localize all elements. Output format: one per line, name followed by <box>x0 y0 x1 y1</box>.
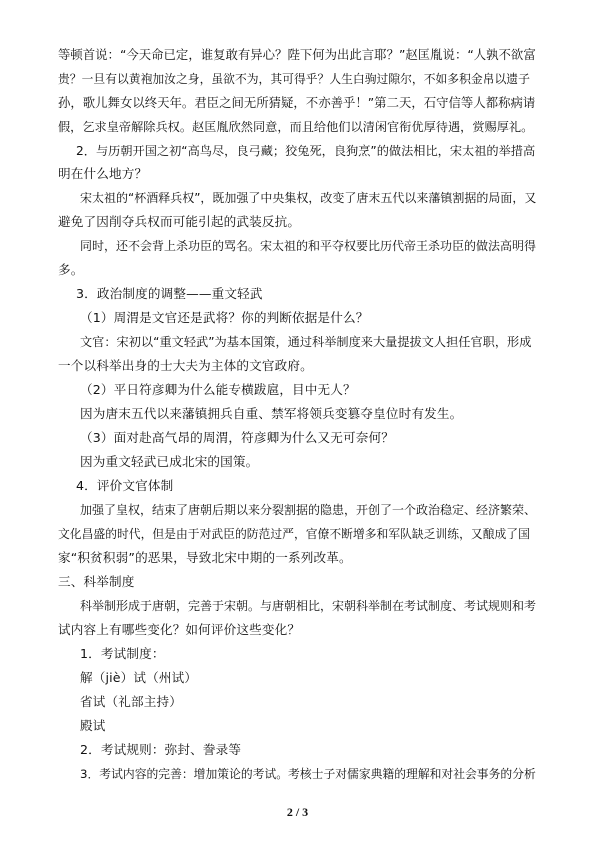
text-line: 家“积贫积弱”的恶果，导致北宋中期的一系列改革。 <box>58 550 352 565</box>
answer-line: 文官：宋初以“重文轻武”为基本国策，通过科举制度来大量提拔文人担任官职，形成 <box>80 335 532 349</box>
section-heading: 三、科举制度 <box>58 574 135 589</box>
text-line: 一个以科举出身的士大夫为主体的文官政府。 <box>58 358 313 373</box>
text-line: 避免了因削夺兵权而可能引起的武装反抗。 <box>58 214 301 229</box>
text-line: 孙，歌儿舞女以终天年。君臣之间无所猜疑，不亦善乎！”第二天，石守信等人都称病请 <box>58 95 536 110</box>
text-line: 假，乞求皇帝解除兵权。赵匡胤欣然同意，而且给他们以清闲官衔优厚待遇，赏赐厚礼。 <box>58 120 534 134</box>
question-line: （2）平日符彦卿为什么能专横跋扈，目中无人？ <box>80 382 356 397</box>
list-item: 2．考试规则：弥封、誊录等 <box>80 742 242 757</box>
text-line: 文化昌盛的时代，但是由于对武臣的防范过严，官僚不断增多和军队缺乏训练，又酿成了国 <box>58 527 530 541</box>
text-line: 科举制形成于唐朝，完善于宋朝。与唐朝相比，宋朝科举制在考试制度、考试规则和考 <box>80 599 537 613</box>
list-item: 3．考试内容的完善：增加策论的考试。考核士子对儒家典籍的理解和对社会事务的分析 <box>80 767 536 781</box>
list-item: 解（jiè）试（州试） <box>80 670 198 685</box>
answer-line: 加强了皇权，结束了唐朝后期以来分裂割据的隐患，开创了一个政治稳定、经济繁荣、 <box>80 503 537 517</box>
question-line: （1）周渭是文官还是武将？你的判断依据是什么？ <box>80 310 369 325</box>
answer-line: 因为唐末五代以来藩镇拥兵自重、禁军将领兵变篡夺皇位时有发生。 <box>80 406 463 421</box>
answer-line: 因为重文轻武已成北宋的国策。 <box>80 454 259 469</box>
text-line: 贵？一旦有以黄袍加汝之身，虽欲不为，其可得乎？人生白驹过隙尔，不如多积金帛以遗子 <box>58 72 530 86</box>
answer-line: 同时，还不会背上杀功臣的骂名。宋太祖的和平夺权要比历代帝王杀功臣的做法高明得 <box>80 239 537 253</box>
question-line: 2．与历朝开国之初“高鸟尽，良弓藏；狡兔死，良狗烹”的做法相比，宋太祖的举措高 <box>76 144 536 158</box>
answer-line: 宋太祖的“杯酒释兵权”，既加强了中央集权，改变了唐末五代以来藩镇割据的局面，又 <box>80 191 537 205</box>
page-number: 2 / 3 <box>286 805 309 819</box>
text-line: 多。 <box>58 262 84 277</box>
list-item: 殿试 <box>80 718 106 733</box>
list-item: 1．考试制度： <box>80 646 165 661</box>
question-line: （3）面对赴高气昂的周渭，符彦卿为什么又无可奈何？ <box>80 430 395 445</box>
text-line: 明在什么地方？ <box>58 166 148 181</box>
subsection-heading: 4．评价文官体制 <box>76 478 174 493</box>
list-item: 省试（礼部主持） <box>80 694 182 709</box>
text-line: 等顿首说：“今天命已定，谁复敢有异心？陛下何为出此言耶？”赵匡胤说：“人孰不欲富 <box>58 47 536 62</box>
text-line: 试内容上有哪些变化？如何评价这些变化？ <box>58 622 301 637</box>
subsection-heading: 3．政治制度的调整——重文轻武 <box>76 286 263 301</box>
